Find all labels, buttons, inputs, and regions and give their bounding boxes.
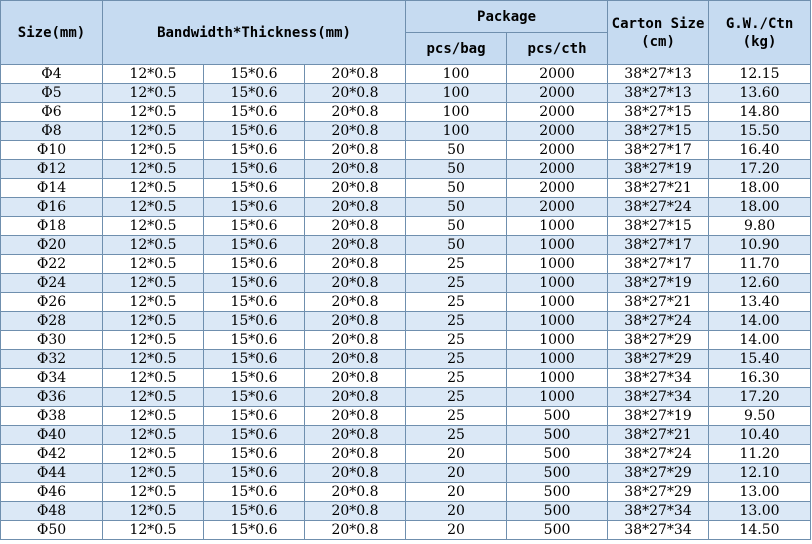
- cell-pcs-per-bag: 50: [406, 217, 507, 236]
- cell-carton-size: 38*27*29: [608, 483, 709, 502]
- header-package: Package: [406, 1, 608, 33]
- cell-gross-weight: 9.80: [709, 217, 811, 236]
- header-gross-weight-per-carton: G.W./Ctn (kg): [709, 1, 811, 65]
- cell-pcs-per-carton: 2000: [507, 122, 608, 141]
- cell-bandwidth-20: 20*0.8: [305, 274, 406, 293]
- table-row: [1, 84, 811, 103]
- cell-pcs-per-bag: 20: [406, 445, 507, 464]
- table-row: [1, 103, 811, 122]
- cell-bandwidth-20: 20*0.8: [305, 426, 406, 445]
- cell-size: Φ44: [1, 464, 103, 483]
- cell-bandwidth-20: 20*0.8: [305, 160, 406, 179]
- cell-bandwidth-20: 20*0.8: [305, 65, 406, 84]
- cell-carton-size: 38*27*15: [608, 122, 709, 141]
- cell-gross-weight: 16.30: [709, 369, 811, 388]
- cell-bandwidth-15: 15*0.6: [204, 407, 305, 426]
- cell-gross-weight: 15.50: [709, 122, 811, 141]
- cell-pcs-per-carton: 1000: [507, 274, 608, 293]
- cell-carton-size: 38*27*24: [608, 198, 709, 217]
- cell-bandwidth-12: 12*0.5: [103, 426, 204, 445]
- cell-bandwidth-15: 15*0.6: [204, 331, 305, 350]
- cell-bandwidth-20: 20*0.8: [305, 198, 406, 217]
- cell-pcs-per-carton: 2000: [507, 179, 608, 198]
- table-row: [1, 293, 811, 312]
- table-row: [1, 274, 811, 293]
- cell-pcs-per-carton: 500: [507, 407, 608, 426]
- cell-bandwidth-15: 15*0.6: [204, 198, 305, 217]
- cell-carton-size: 38*27*19: [608, 274, 709, 293]
- cell-pcs-per-bag: 25: [406, 312, 507, 331]
- cell-pcs-per-carton: 500: [507, 502, 608, 521]
- cell-bandwidth-20: 20*0.8: [305, 255, 406, 274]
- cell-bandwidth-20: 20*0.8: [305, 350, 406, 369]
- table-row: [1, 502, 811, 521]
- cell-gross-weight: 17.20: [709, 160, 811, 179]
- cell-pcs-per-bag: 25: [406, 388, 507, 407]
- table-row: [1, 160, 811, 179]
- cell-pcs-per-bag: 25: [406, 255, 507, 274]
- cell-pcs-per-carton: 500: [507, 483, 608, 502]
- cell-bandwidth-15: 15*0.6: [204, 141, 305, 160]
- cell-pcs-per-carton: 1000: [507, 293, 608, 312]
- cell-pcs-per-bag: 20: [406, 464, 507, 483]
- cell-bandwidth-12: 12*0.5: [103, 255, 204, 274]
- cell-bandwidth-20: 20*0.8: [305, 122, 406, 141]
- cell-gross-weight: 14.00: [709, 312, 811, 331]
- cell-size: Φ38: [1, 407, 103, 426]
- header-bandwidth-thickness: Bandwidth*Thickness(mm): [103, 1, 406, 65]
- cell-size: Φ16: [1, 198, 103, 217]
- cell-bandwidth-12: 12*0.5: [103, 141, 204, 160]
- cell-gross-weight: 12.15: [709, 65, 811, 84]
- cell-gross-weight: 11.70: [709, 255, 811, 274]
- cell-bandwidth-20: 20*0.8: [305, 407, 406, 426]
- cell-bandwidth-15: 15*0.6: [204, 464, 305, 483]
- cell-size: Φ34: [1, 369, 103, 388]
- cell-bandwidth-20: 20*0.8: [305, 141, 406, 160]
- cell-bandwidth-12: 12*0.5: [103, 464, 204, 483]
- cell-bandwidth-12: 12*0.5: [103, 350, 204, 369]
- cell-size: Φ32: [1, 350, 103, 369]
- cell-bandwidth-12: 12*0.5: [103, 445, 204, 464]
- cell-size: Φ42: [1, 445, 103, 464]
- cell-pcs-per-carton: 1000: [507, 312, 608, 331]
- table-row: [1, 65, 811, 84]
- cell-carton-size: 38*27*34: [608, 369, 709, 388]
- cell-pcs-per-bag: 25: [406, 426, 507, 445]
- cell-pcs-per-bag: 100: [406, 122, 507, 141]
- cell-gross-weight: 13.40: [709, 293, 811, 312]
- cell-bandwidth-20: 20*0.8: [305, 179, 406, 198]
- cell-bandwidth-15: 15*0.6: [204, 122, 305, 141]
- cell-size: Φ24: [1, 274, 103, 293]
- cell-pcs-per-bag: 50: [406, 236, 507, 255]
- cell-bandwidth-15: 15*0.6: [204, 445, 305, 464]
- header-carton-size: Carton Size (cm): [608, 1, 709, 65]
- cell-bandwidth-15: 15*0.6: [204, 65, 305, 84]
- cell-bandwidth-12: 12*0.5: [103, 217, 204, 236]
- cell-pcs-per-carton: 2000: [507, 141, 608, 160]
- cell-pcs-per-bag: 25: [406, 369, 507, 388]
- cell-pcs-per-bag: 25: [406, 274, 507, 293]
- cell-size: Φ46: [1, 483, 103, 502]
- header-size: Size(mm): [1, 1, 103, 65]
- cell-pcs-per-carton: 1000: [507, 331, 608, 350]
- cell-bandwidth-15: 15*0.6: [204, 388, 305, 407]
- cell-size: Φ48: [1, 502, 103, 521]
- cell-bandwidth-20: 20*0.8: [305, 483, 406, 502]
- cell-pcs-per-carton: 500: [507, 464, 608, 483]
- cell-pcs-per-bag: 50: [406, 141, 507, 160]
- cell-size: Φ18: [1, 217, 103, 236]
- cell-carton-size: 38*27*15: [608, 103, 709, 122]
- cell-carton-size: 38*27*34: [608, 502, 709, 521]
- cell-pcs-per-bag: 20: [406, 483, 507, 502]
- table-row: [1, 312, 811, 331]
- cell-bandwidth-12: 12*0.5: [103, 236, 204, 255]
- table-row: [1, 350, 811, 369]
- cell-carton-size: 38*27*21: [608, 426, 709, 445]
- cell-gross-weight: 10.40: [709, 426, 811, 445]
- cell-bandwidth-20: 20*0.8: [305, 502, 406, 521]
- cell-bandwidth-20: 20*0.8: [305, 331, 406, 350]
- cell-pcs-per-carton: 2000: [507, 198, 608, 217]
- cell-bandwidth-12: 12*0.5: [103, 65, 204, 84]
- cell-pcs-per-bag: 25: [406, 350, 507, 369]
- cell-pcs-per-carton: 2000: [507, 103, 608, 122]
- cell-bandwidth-15: 15*0.6: [204, 369, 305, 388]
- cell-size: Φ50: [1, 521, 103, 540]
- cell-pcs-per-bag: 50: [406, 198, 507, 217]
- cell-bandwidth-12: 12*0.5: [103, 160, 204, 179]
- cell-pcs-per-bag: 100: [406, 84, 507, 103]
- cell-bandwidth-20: 20*0.8: [305, 388, 406, 407]
- cell-bandwidth-15: 15*0.6: [204, 255, 305, 274]
- cell-size: Φ28: [1, 312, 103, 331]
- cell-carton-size: 38*27*15: [608, 217, 709, 236]
- cell-size: Φ14: [1, 179, 103, 198]
- cell-bandwidth-15: 15*0.6: [204, 521, 305, 540]
- cell-carton-size: 38*27*21: [608, 179, 709, 198]
- cell-carton-size: 38*27*24: [608, 445, 709, 464]
- cell-gross-weight: 15.40: [709, 350, 811, 369]
- cell-carton-size: 38*27*13: [608, 65, 709, 84]
- cell-size: Φ10: [1, 141, 103, 160]
- cell-bandwidth-12: 12*0.5: [103, 388, 204, 407]
- cell-bandwidth-15: 15*0.6: [204, 274, 305, 293]
- cell-bandwidth-20: 20*0.8: [305, 103, 406, 122]
- cell-size: Φ5: [1, 84, 103, 103]
- table-row: [1, 521, 811, 540]
- cell-pcs-per-bag: 20: [406, 502, 507, 521]
- cell-carton-size: 38*27*17: [608, 141, 709, 160]
- cell-bandwidth-12: 12*0.5: [103, 369, 204, 388]
- cell-carton-size: 38*27*17: [608, 236, 709, 255]
- cell-pcs-per-carton: 2000: [507, 84, 608, 103]
- cell-bandwidth-12: 12*0.5: [103, 483, 204, 502]
- cell-bandwidth-20: 20*0.8: [305, 293, 406, 312]
- cell-bandwidth-12: 12*0.5: [103, 84, 204, 103]
- cell-gross-weight: 11.20: [709, 445, 811, 464]
- cell-pcs-per-bag: 25: [406, 407, 507, 426]
- cell-pcs-per-bag: 50: [406, 160, 507, 179]
- cell-bandwidth-20: 20*0.8: [305, 236, 406, 255]
- table-row: [1, 198, 811, 217]
- cell-gross-weight: 13.60: [709, 84, 811, 103]
- cell-size: Φ6: [1, 103, 103, 122]
- cell-bandwidth-12: 12*0.5: [103, 179, 204, 198]
- cell-bandwidth-15: 15*0.6: [204, 236, 305, 255]
- cell-pcs-per-bag: 50: [406, 179, 507, 198]
- cell-size: Φ4: [1, 65, 103, 84]
- cell-bandwidth-15: 15*0.6: [204, 179, 305, 198]
- cell-bandwidth-15: 15*0.6: [204, 217, 305, 236]
- cell-pcs-per-bag: 100: [406, 65, 507, 84]
- cell-bandwidth-12: 12*0.5: [103, 331, 204, 350]
- cell-bandwidth-20: 20*0.8: [305, 445, 406, 464]
- cell-pcs-per-carton: 2000: [507, 160, 608, 179]
- table-row: [1, 445, 811, 464]
- cell-size: Φ36: [1, 388, 103, 407]
- cell-size: Φ30: [1, 331, 103, 350]
- table-row: [1, 141, 811, 160]
- cell-bandwidth-20: 20*0.8: [305, 521, 406, 540]
- cell-gross-weight: 10.90: [709, 236, 811, 255]
- cell-bandwidth-15: 15*0.6: [204, 483, 305, 502]
- cell-bandwidth-20: 20*0.8: [305, 464, 406, 483]
- table-row: [1, 388, 811, 407]
- cell-pcs-per-carton: 1000: [507, 255, 608, 274]
- cell-pcs-per-carton: 1000: [507, 388, 608, 407]
- table-row: [1, 483, 811, 502]
- cell-size: Φ12: [1, 160, 103, 179]
- table-header: [1, 1, 811, 65]
- cell-carton-size: 38*27*13: [608, 84, 709, 103]
- cell-size: Φ22: [1, 255, 103, 274]
- cell-pcs-per-carton: 500: [507, 445, 608, 464]
- cell-bandwidth-15: 15*0.6: [204, 84, 305, 103]
- cell-carton-size: 38*27*29: [608, 464, 709, 483]
- table-body: [1, 65, 811, 540]
- cell-bandwidth-15: 15*0.6: [204, 103, 305, 122]
- cell-gross-weight: 9.50: [709, 407, 811, 426]
- cell-carton-size: 38*27*34: [608, 388, 709, 407]
- cell-carton-size: 38*27*34: [608, 521, 709, 540]
- cell-pcs-per-carton: 500: [507, 426, 608, 445]
- cell-pcs-per-bag: 25: [406, 331, 507, 350]
- cell-bandwidth-15: 15*0.6: [204, 502, 305, 521]
- cell-gross-weight: 14.80: [709, 103, 811, 122]
- cell-pcs-per-carton: 1000: [507, 369, 608, 388]
- cell-pcs-per-carton: 2000: [507, 65, 608, 84]
- cell-gross-weight: 18.00: [709, 198, 811, 217]
- cell-pcs-per-bag: 20: [406, 521, 507, 540]
- table-row: [1, 236, 811, 255]
- cell-carton-size: 38*27*24: [608, 312, 709, 331]
- cell-size: Φ26: [1, 293, 103, 312]
- table-row: [1, 217, 811, 236]
- cell-bandwidth-12: 12*0.5: [103, 407, 204, 426]
- cell-bandwidth-15: 15*0.6: [204, 312, 305, 331]
- cell-bandwidth-12: 12*0.5: [103, 521, 204, 540]
- cell-pcs-per-bag: 25: [406, 293, 507, 312]
- cell-gross-weight: 13.00: [709, 502, 811, 521]
- cell-gross-weight: 13.00: [709, 483, 811, 502]
- cell-pcs-per-bag: 100: [406, 103, 507, 122]
- cell-bandwidth-20: 20*0.8: [305, 84, 406, 103]
- cell-carton-size: 38*27*19: [608, 160, 709, 179]
- table-row: [1, 255, 811, 274]
- header-pcs-per-bag: pcs/bag: [406, 33, 507, 65]
- cell-bandwidth-12: 12*0.5: [103, 198, 204, 217]
- cell-bandwidth-12: 12*0.5: [103, 293, 204, 312]
- cell-gross-weight: 16.40: [709, 141, 811, 160]
- cell-gross-weight: 17.20: [709, 388, 811, 407]
- cell-bandwidth-15: 15*0.6: [204, 293, 305, 312]
- cell-carton-size: 38*27*29: [608, 331, 709, 350]
- cell-bandwidth-12: 12*0.5: [103, 502, 204, 521]
- cell-carton-size: 38*27*17: [608, 255, 709, 274]
- table-row: [1, 331, 811, 350]
- cell-bandwidth-12: 12*0.5: [103, 122, 204, 141]
- cell-bandwidth-15: 15*0.6: [204, 350, 305, 369]
- table-row: [1, 369, 811, 388]
- cell-bandwidth-20: 20*0.8: [305, 369, 406, 388]
- cell-bandwidth-12: 12*0.5: [103, 312, 204, 331]
- cell-carton-size: 38*27*19: [608, 407, 709, 426]
- table-row: [1, 464, 811, 483]
- cell-size: Φ20: [1, 236, 103, 255]
- cell-pcs-per-carton: 500: [507, 521, 608, 540]
- cell-carton-size: 38*27*29: [608, 350, 709, 369]
- cell-pcs-per-carton: 1000: [507, 236, 608, 255]
- header-pcs-per-carton: pcs/cth: [507, 33, 608, 65]
- cell-bandwidth-15: 15*0.6: [204, 160, 305, 179]
- cell-pcs-per-carton: 1000: [507, 217, 608, 236]
- cell-size: Φ8: [1, 122, 103, 141]
- cell-gross-weight: 14.50: [709, 521, 811, 540]
- cell-carton-size: 38*27*21: [608, 293, 709, 312]
- cell-pcs-per-carton: 1000: [507, 350, 608, 369]
- table-row: [1, 407, 811, 426]
- cell-bandwidth-15: 15*0.6: [204, 426, 305, 445]
- cell-bandwidth-12: 12*0.5: [103, 274, 204, 293]
- cell-gross-weight: 18.00: [709, 179, 811, 198]
- cell-bandwidth-20: 20*0.8: [305, 217, 406, 236]
- table-row: [1, 426, 811, 445]
- cell-gross-weight: 12.60: [709, 274, 811, 293]
- table-row: [1, 179, 811, 198]
- cell-bandwidth-12: 12*0.5: [103, 103, 204, 122]
- table-row: [1, 122, 811, 141]
- cell-gross-weight: 12.10: [709, 464, 811, 483]
- cell-gross-weight: 14.00: [709, 331, 811, 350]
- cell-size: Φ40: [1, 426, 103, 445]
- cell-bandwidth-20: 20*0.8: [305, 312, 406, 331]
